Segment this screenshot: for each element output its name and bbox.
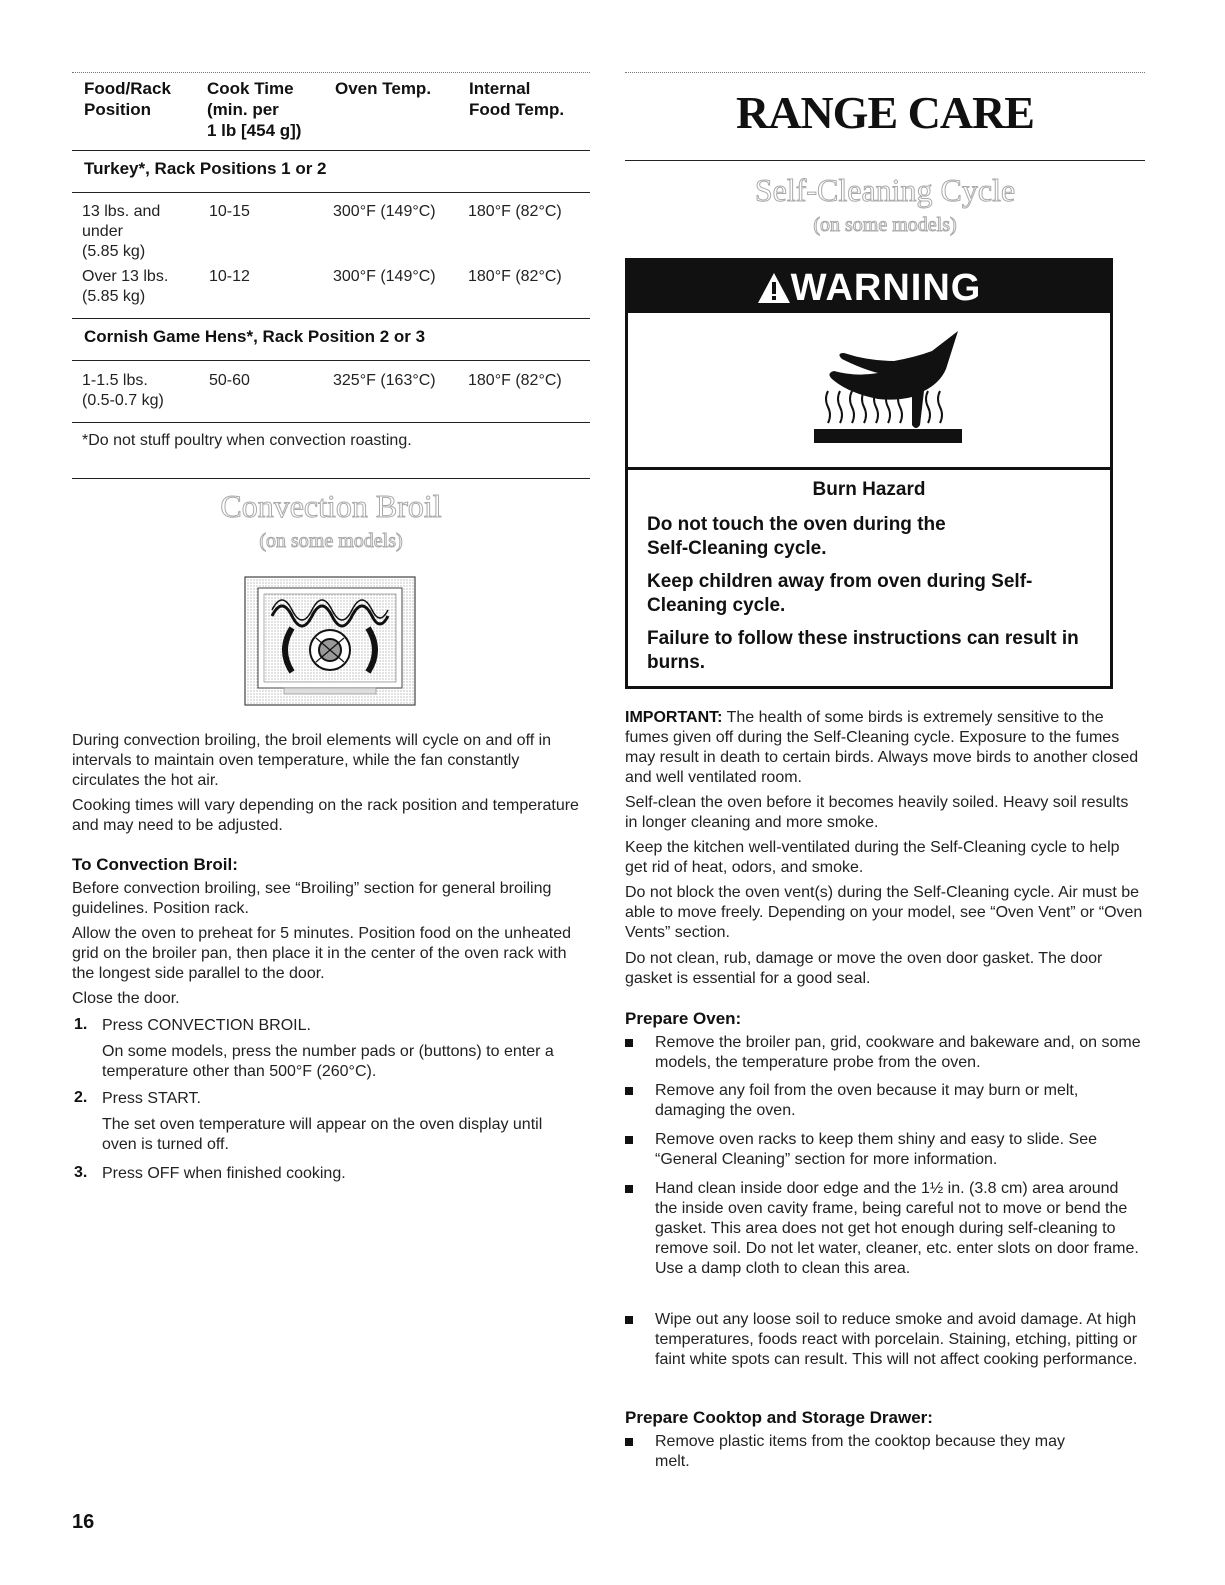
convection-oven-icon <box>244 576 416 708</box>
bullet-icon <box>625 1438 633 1446</box>
convection-paragraph: Cooking times will vary depending on the rack position and temperature and may need to be adjusted. <box>72 797 579 834</box>
table-cell-oven-temp: 300°F (149°C) <box>333 203 436 220</box>
important-paragraph <box>625 708 1143 788</box>
section-subtitle: (on some models) <box>813 214 957 236</box>
table-cell-time: 50-60 <box>209 372 250 389</box>
step-subtext: The set oven temperature will appear on the oven display until oven is turned off. <box>102 1116 543 1153</box>
table-header-oven-temp: Oven Temp. <box>335 79 432 98</box>
warning-box <box>625 258 1113 689</box>
bullet-icon <box>625 1087 633 1095</box>
warning-triangle-icon <box>757 265 791 319</box>
care-paragraph: Keep the kitchen well-ventilated during the Self-Cleaning cycle to help get rid of heat, odors, and smoke. <box>625 839 1120 876</box>
howto-paragraph: Close the door. <box>72 990 180 1007</box>
warning-label: WARNING <box>790 267 982 309</box>
important-label: IMPORTANT: <box>625 709 723 726</box>
howto-paragraph: Before convection broiling, see “Broiling” section for general broiling guidelines. Position rack. <box>72 880 552 917</box>
bullet-icon <box>625 1316 633 1324</box>
table-cell-food: 13 lbs. and under (5.85 kg) <box>82 203 161 260</box>
table-cell-internal-temp: 180°F (82°C) <box>468 372 562 389</box>
section-rule <box>72 478 590 479</box>
burn-hazard-icon <box>808 329 968 453</box>
warning-divider <box>628 467 1110 470</box>
section-title-self-cleaning: Self-Cleaning Cycle <box>754 172 1016 208</box>
table-rule <box>72 422 590 423</box>
care-paragraph: Self-clean the oven before it becomes heavily soiled. Heavy soil results in longer cleaning and more smoke. <box>625 794 1129 831</box>
table-cell-oven-temp: 300°F (149°C) <box>333 268 436 285</box>
table-cell-food: 1-1.5 lbs. (0.5-0.7 kg) <box>82 372 164 409</box>
important-text: The health of some birds is extremely sensitive to the fumes given off during the Self-Cleaning cycle. Exposure to the fumes may result in death to certain birds. Always move birds to another closed and well ventilated room. <box>625 709 1139 786</box>
table-rule <box>72 318 590 319</box>
warning-header <box>628 261 1110 313</box>
step-text: Press START. <box>102 1090 201 1107</box>
warning-hazard: Burn Hazard <box>812 479 926 500</box>
table-cell-food: Over 13 lbs. (5.85 kg) <box>82 268 169 305</box>
table-header-food-rack: Food/Rack Position <box>84 79 171 119</box>
table-cell-time: 10-15 <box>209 203 250 220</box>
step-number: 2. <box>74 1089 88 1106</box>
convection-paragraph: During convection broiling, the broil elements will cycle on and off in intervals to maintain oven temperature, while the fan constantly circulates the hot air. <box>72 732 552 789</box>
section-title-convection-broil: Convection Broil <box>220 488 442 524</box>
table-footnote: *Do not stuff poultry when convection roasting. <box>82 432 412 449</box>
howto-paragraph: Allow the oven to preheat for 5 minutes. Position food on the unheated grid on the broiler pan, then place it in the center of the oven rack with the longest side parallel to the door. <box>72 925 571 982</box>
table-cell-oven-temp: 325°F (163°C) <box>333 372 436 389</box>
top-dotted-rule-left <box>72 72 590 73</box>
table-cell-internal-temp: 180°F (82°C) <box>468 203 562 220</box>
step-text: Press CONVECTION BROIL. <box>102 1017 311 1034</box>
step-subtext: On some models, press the number pads or (buttons) to enter a temperature other than 500°F (260°C). <box>102 1043 554 1080</box>
care-paragraph: Do not block the oven vent(s) during the Self-Cleaning cycle. Air must be able to move freely. Depending on your model, see “Oven Vent” or “Oven Vents” section. <box>625 884 1143 941</box>
table-cell-internal-temp: 180°F (82°C) <box>468 268 562 285</box>
table-section-turkey: Turkey*, Rack Positions 1 or 2 <box>84 159 327 178</box>
howto-heading: To Convection Broil: <box>72 855 238 874</box>
bullet-icon <box>625 1185 633 1193</box>
title-rule <box>625 160 1145 161</box>
page-title: RANGE CARE <box>736 87 1034 138</box>
prepare-cooktop-heading: Prepare Cooktop and Storage Drawer: <box>625 1408 933 1427</box>
table-rule <box>72 360 590 361</box>
table-rule <box>72 192 590 193</box>
bullet-icon <box>625 1039 633 1047</box>
step-text: Press OFF when finished cooking. <box>102 1165 346 1182</box>
warning-text: Keep children away from oven during Self-Cleaning cycle. <box>647 571 1033 616</box>
prepare-oven-heading: Prepare Oven: <box>625 1009 742 1028</box>
page-number: 16 <box>72 1511 95 1533</box>
table-header-cook-time: Cook Time (min. per 1 lb [454 g]) <box>207 79 302 140</box>
step-number: 3. <box>74 1164 88 1181</box>
step-number: 1. <box>74 1016 88 1033</box>
section-subtitle: (on some models) <box>259 530 403 552</box>
table-cell-time: 10-12 <box>209 268 250 285</box>
warning-text: Do not touch the oven during the Self-Cleaning cycle. <box>647 514 946 559</box>
top-dotted-rule-right <box>625 72 1145 73</box>
table-header-internal-temp: Internal Food Temp. <box>469 79 565 119</box>
care-paragraph: Do not clean, rub, damage or move the oven door gasket. The door gasket is essential for a good seal. <box>625 950 1103 987</box>
warning-text: Failure to follow these instructions can result in burns. <box>647 628 1079 673</box>
bullet-icon <box>625 1136 633 1144</box>
table-rule <box>72 150 590 151</box>
table-section-cornish-hens: Cornish Game Hens*, Rack Position 2 or 3 <box>84 327 426 346</box>
